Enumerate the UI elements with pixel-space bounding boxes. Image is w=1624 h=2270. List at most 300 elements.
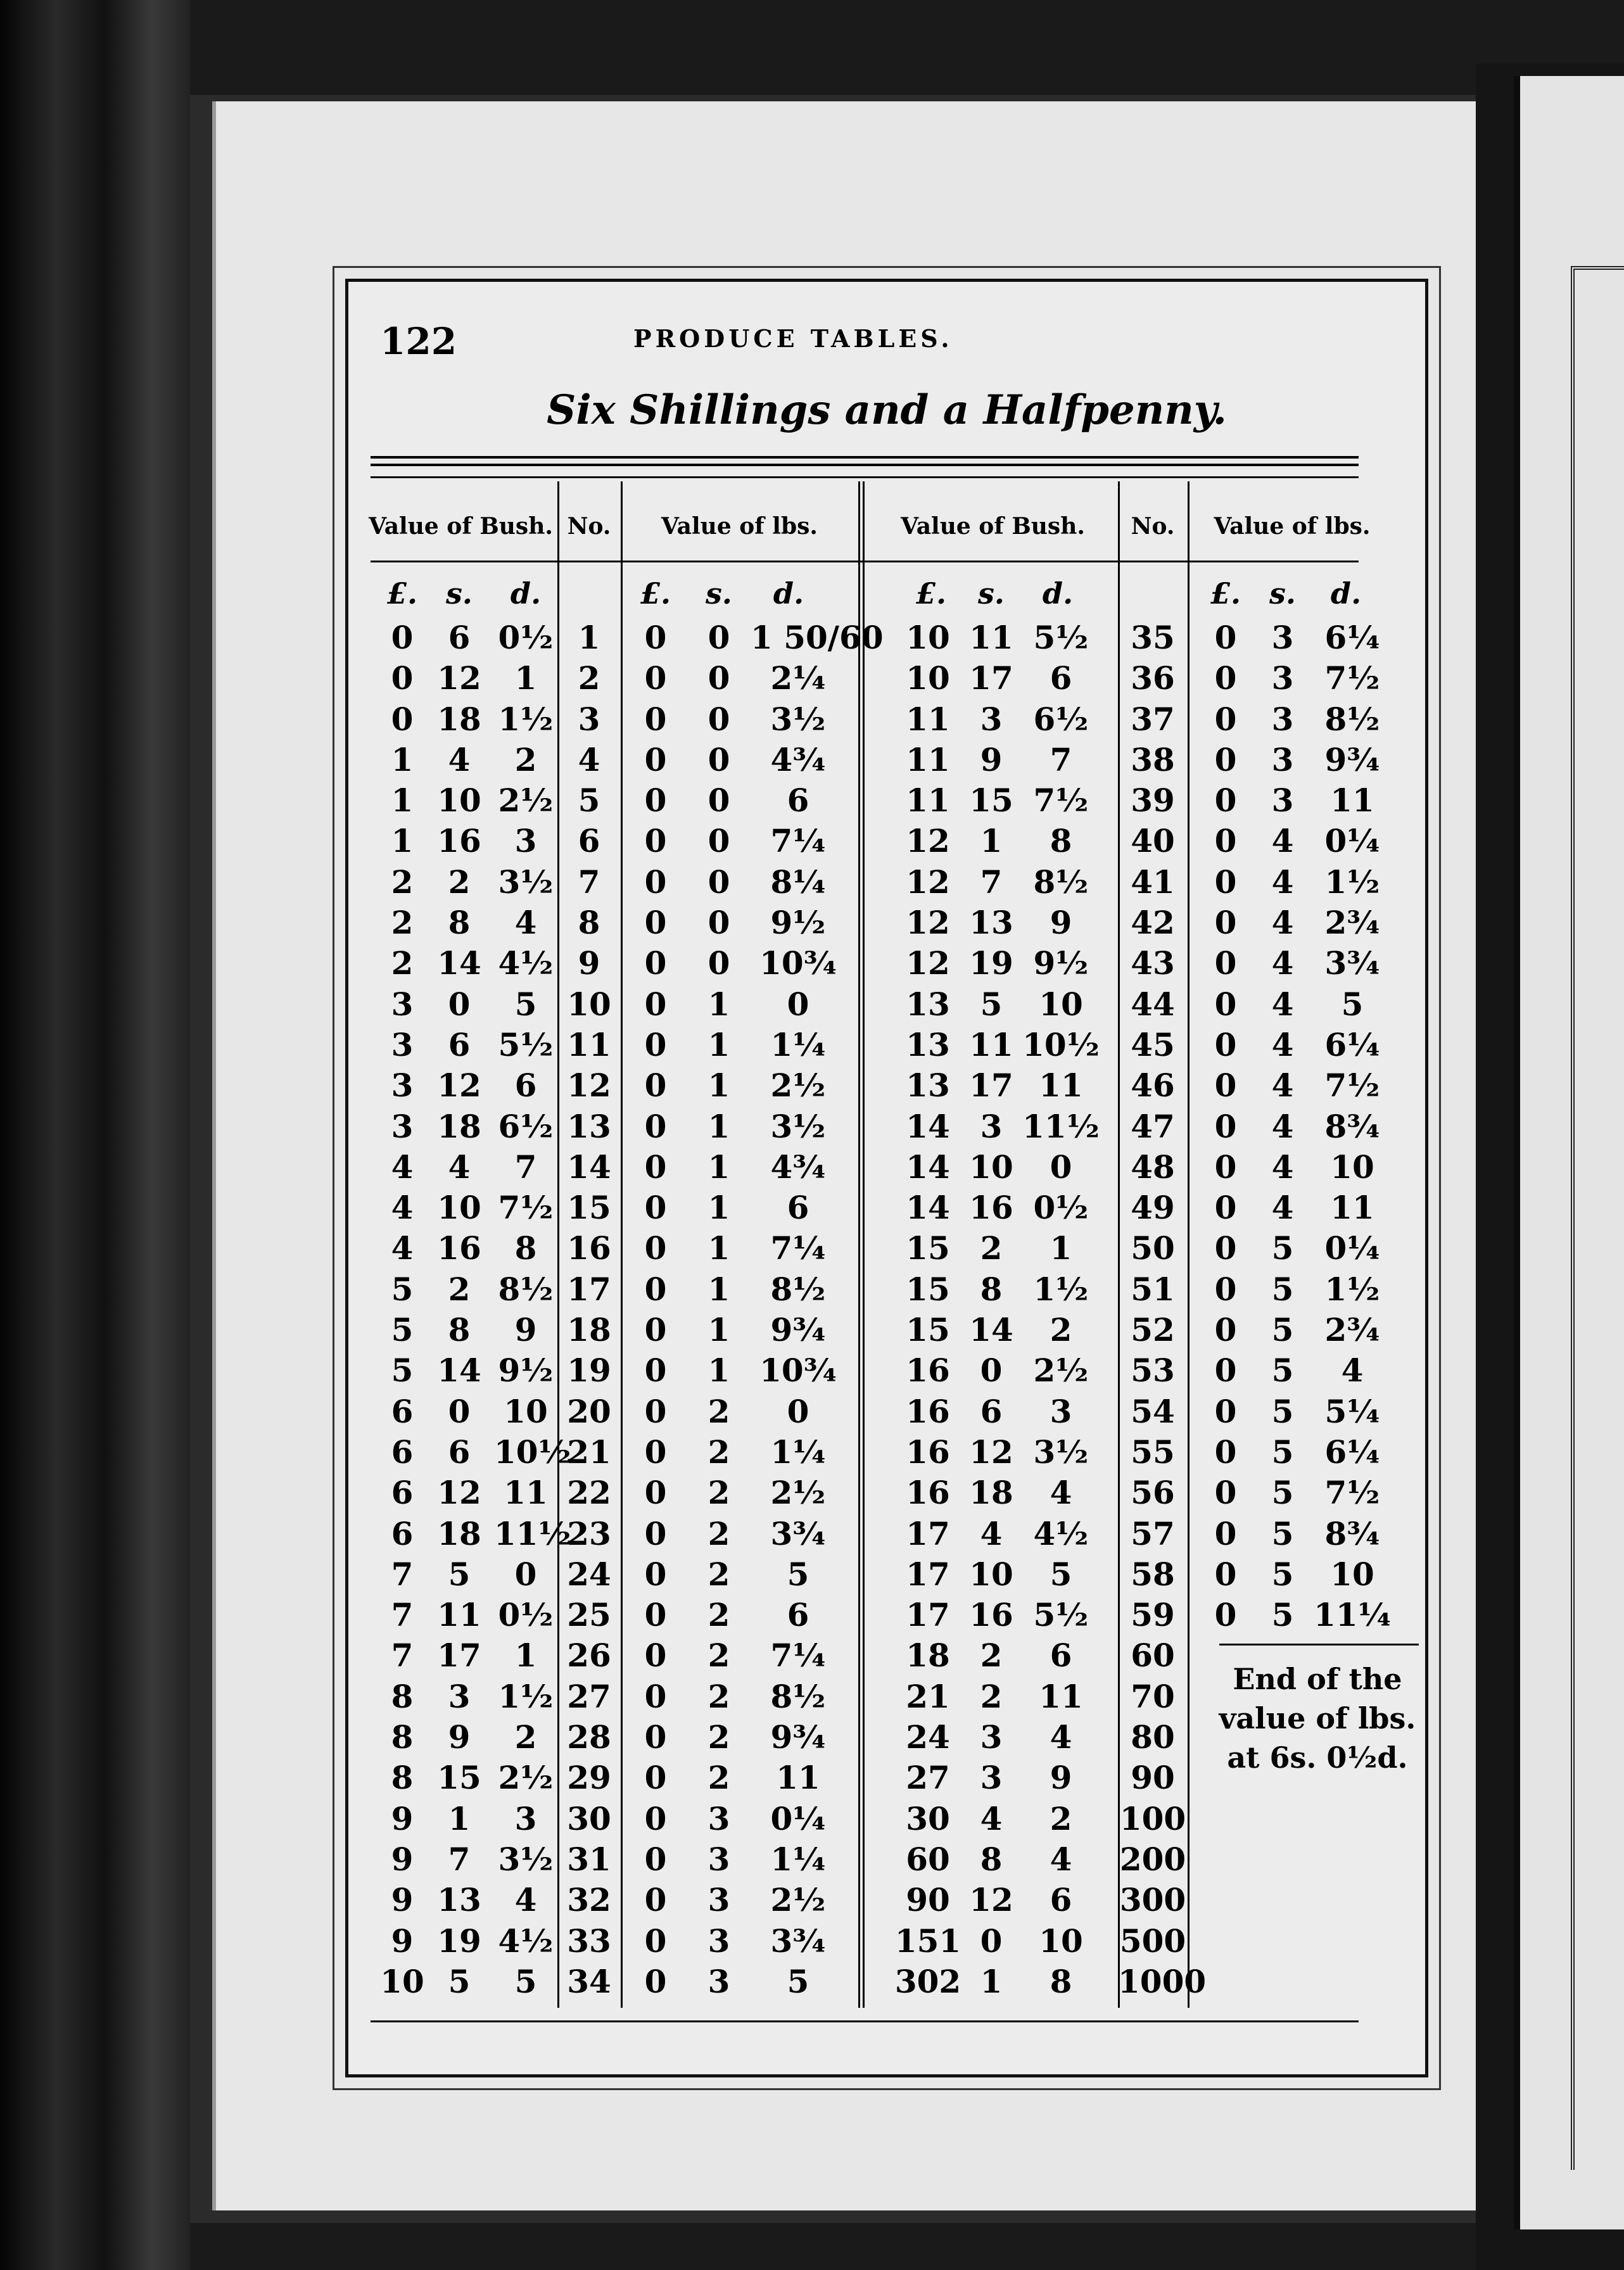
bush-shillings-cell: 3 — [980, 1759, 1003, 1797]
bush-pounds-cell: 9 — [391, 1881, 414, 1919]
lbs-pounds-cell: 0 — [644, 1025, 667, 1063]
table-row — [0, 780, 1457, 821]
bush-pence-cell: 6 — [1050, 659, 1072, 697]
shillings-symbol: s. — [446, 576, 473, 611]
bush-pence-cell: 9 — [514, 1311, 537, 1349]
bush-shillings-cell: 16 — [437, 822, 481, 860]
number-cell: 2 — [578, 659, 600, 697]
lbs-pounds-cell: 0 — [644, 1596, 667, 1634]
number-cell: 38 — [1131, 740, 1175, 778]
lbs-shillings-cell: 3 — [707, 1962, 730, 2000]
lbs-shillings-cell: 3 — [1271, 740, 1294, 778]
lbs-pounds-cell: 0 — [644, 822, 667, 860]
lbs-pounds-cell: 0 — [644, 700, 667, 738]
lbs-pounds-cell: 0 — [644, 1433, 667, 1471]
bush-pence-cell: 5 — [1050, 1555, 1072, 1593]
lbs-shillings-cell: 2 — [707, 1596, 730, 1634]
lbs-pounds-cell: 0 — [1214, 619, 1237, 656]
bush-pence-cell: 0 — [514, 1555, 537, 1593]
bush-shillings-cell: 1 — [980, 1962, 1003, 2000]
bush-pounds-cell: 17 — [906, 1555, 950, 1593]
end-note-line-2: value of lbs. — [1219, 1701, 1416, 1735]
table-row — [0, 1962, 1457, 2002]
bush-pence-cell: 8 — [1050, 1962, 1072, 2000]
bush-pence-cell: 1½ — [498, 1677, 554, 1715]
table-row — [0, 1350, 1457, 1391]
lbs-shillings-cell: 2 — [707, 1392, 730, 1430]
pence-symbol: d. — [510, 576, 542, 611]
bush-pounds-cell: 15 — [906, 1229, 950, 1267]
lbs-pounds-cell: 0 — [644, 1352, 667, 1390]
lbs-shillings-cell: 3 — [1271, 659, 1294, 697]
table-row — [0, 740, 1457, 780]
bush-shillings-cell: 4 — [448, 1148, 471, 1186]
bush-pence-cell: 2½ — [1033, 1352, 1089, 1390]
number-cell: 80 — [1131, 1718, 1175, 1756]
bush-pounds-cell: 18 — [906, 1637, 950, 1675]
bush-pence-cell: 2 — [1050, 1799, 1072, 1837]
lbs-pounds-cell: 0 — [644, 619, 667, 656]
lbs-shillings-cell: 2 — [707, 1474, 730, 1512]
end-note-line-3: at 6s. 0½d. — [1227, 1741, 1408, 1775]
bush-pounds-cell: 16 — [906, 1474, 950, 1512]
bush-pence-cell: 3½ — [498, 1840, 554, 1878]
bush-pence-cell: 9 — [1050, 1759, 1072, 1797]
number-cell: 35 — [1131, 619, 1175, 656]
lbs-shillings-cell: 1 — [707, 1148, 730, 1186]
lbs-shillings-cell: 0 — [707, 740, 730, 778]
lbs-pence-cell: 2¾ — [1324, 1311, 1380, 1349]
bush-shillings-cell: 12 — [969, 1433, 1013, 1471]
bush-pence-cell: 3½ — [498, 863, 554, 901]
number-cell: 29 — [567, 1759, 611, 1797]
bush-pence-cell: 5½ — [498, 1025, 554, 1063]
bush-shillings-cell: 3 — [448, 1677, 471, 1715]
bush-shillings-cell: 18 — [437, 1514, 481, 1552]
table-bottom-rule — [371, 2020, 1359, 2022]
lbs-pounds-cell: 0 — [644, 863, 667, 901]
table-row — [0, 1554, 1457, 1595]
title-rule-bottom — [371, 464, 1359, 466]
bush-pounds-cell: 7 — [391, 1555, 414, 1593]
lbs-shillings-cell: 2 — [707, 1677, 730, 1715]
lbs-pence-cell: 1½ — [1324, 863, 1380, 901]
bush-pounds-cell: 11 — [906, 782, 950, 820]
lbs-pence-cell: 6¼ — [1324, 619, 1380, 656]
lbs-pounds-cell: 0 — [644, 1270, 667, 1308]
lbs-pounds-cell: 0 — [1214, 1148, 1237, 1186]
lbs-pence-cell: 7¼ — [770, 822, 826, 860]
lbs-shillings-cell: 5 — [1271, 1311, 1294, 1349]
number-cell: 1000 — [1118, 1962, 1207, 2000]
bush-pence-cell: 2½ — [498, 782, 554, 820]
bush-shillings-cell: 14 — [969, 1311, 1013, 1349]
bush-shillings-cell: 15 — [437, 1759, 481, 1797]
lbs-pounds-cell: 0 — [1214, 985, 1237, 1023]
lbs-pounds-cell: 0 — [1214, 822, 1237, 860]
lbs-pounds-cell: 0 — [644, 659, 667, 697]
bush-pence-cell: 10 — [1039, 985, 1083, 1023]
lbs-shillings-cell: 5 — [1271, 1474, 1294, 1512]
lbs-pence-cell: 5 — [1341, 985, 1364, 1023]
number-cell: 45 — [1131, 1025, 1175, 1063]
bush-shillings-cell: 7 — [448, 1840, 471, 1878]
lbs-pence-cell: 8¼ — [770, 863, 826, 901]
lbs-shillings-cell: 5 — [1271, 1392, 1294, 1430]
bush-shillings-cell: 8 — [980, 1840, 1003, 1878]
bush-pounds-cell: 151 — [894, 1922, 961, 1960]
number-cell: 6 — [578, 822, 600, 860]
bush-pence-cell: 11 — [1039, 1677, 1083, 1715]
bush-pounds-cell: 7 — [391, 1596, 414, 1634]
bush-pence-cell: 10 — [504, 1392, 548, 1430]
lbs-pounds-cell: 0 — [644, 1840, 667, 1878]
bush-shillings-cell: 6 — [980, 1392, 1003, 1430]
lbs-shillings-cell: 4 — [1271, 863, 1294, 901]
number-cell: 53 — [1131, 1352, 1175, 1390]
bush-pence-cell: 1 — [514, 659, 537, 697]
bush-shillings-cell: 3 — [980, 1718, 1003, 1756]
table-row — [0, 699, 1457, 740]
lbs-pounds-cell: 0 — [1214, 782, 1237, 820]
lbs-pounds-cell: 0 — [1214, 1311, 1237, 1349]
lbs-pence-cell: 0¼ — [770, 1799, 826, 1837]
bush-pence-cell: 11 — [504, 1474, 548, 1512]
lbs-pounds-cell: 0 — [1214, 863, 1237, 901]
lbs-pence-cell: 7¼ — [770, 1229, 826, 1267]
lbs-shillings-cell: 4 — [1271, 944, 1294, 982]
number-cell: 3 — [578, 700, 600, 738]
lbs-shillings-cell: 0 — [707, 863, 730, 901]
bush-pounds-cell: 2 — [391, 904, 414, 942]
bush-shillings-cell: 2 — [980, 1229, 1003, 1267]
lbs-pounds-cell: 0 — [1214, 944, 1237, 982]
bush-pounds-cell: 12 — [906, 822, 950, 860]
number-cell: 47 — [1131, 1107, 1175, 1145]
number-cell: 44 — [1131, 985, 1175, 1023]
lbs-pounds-cell: 0 — [1214, 1067, 1237, 1105]
lbs-shillings-cell: 2 — [707, 1759, 730, 1797]
bush-pounds-cell: 12 — [906, 863, 950, 901]
number-cell: 36 — [1131, 659, 1175, 697]
bush-shillings-cell: 9 — [980, 740, 1003, 778]
lbs-shillings-cell: 1 — [707, 1107, 730, 1145]
lbs-pounds-cell: 0 — [1214, 740, 1237, 778]
bush-pounds-cell: 14 — [906, 1189, 950, 1227]
bush-pence-cell: 4 — [1050, 1840, 1072, 1878]
bush-pence-cell: 8 — [514, 1229, 537, 1267]
number-cell: 26 — [567, 1637, 611, 1675]
bush-shillings-cell: 17 — [969, 659, 1013, 697]
bush-pounds-cell: 3 — [391, 1107, 414, 1145]
lbs-shillings-cell: 5 — [1271, 1270, 1294, 1308]
lbs-pounds-cell: 0 — [1214, 1025, 1237, 1063]
bush-pounds-cell: 60 — [906, 1840, 950, 1878]
lbs-shillings-cell: 5 — [1271, 1229, 1294, 1267]
bush-pence-cell: 5½ — [1033, 619, 1089, 656]
lbs-shillings-cell: 3 — [1271, 700, 1294, 738]
bush-pounds-cell: 11 — [906, 700, 950, 738]
bush-pence-cell: 6 — [514, 1067, 537, 1105]
table-row — [0, 1392, 1457, 1432]
bush-pence-cell: 6½ — [498, 1107, 554, 1145]
lbs-shillings-cell: 4 — [1271, 1025, 1294, 1063]
end-note — [1216, 1659, 1419, 1777]
pence-symbol: d. — [1330, 576, 1362, 611]
number-cell: 18 — [567, 1311, 611, 1349]
lbs-shillings-cell: 3 — [1271, 619, 1294, 656]
bush-shillings-cell: 12 — [437, 1474, 481, 1512]
shillings-symbol: s. — [1269, 576, 1296, 611]
bush-shillings-cell: 15 — [969, 782, 1013, 820]
number-cell: 12 — [567, 1067, 611, 1105]
lbs-shillings-cell: 5 — [1271, 1596, 1294, 1634]
bush-pounds-cell: 6 — [391, 1433, 414, 1471]
number-cell: 27 — [567, 1677, 611, 1715]
lbs-pounds-cell: 0 — [644, 1677, 667, 1715]
number-cell: 15 — [567, 1189, 611, 1227]
bush-shillings-cell: 11 — [969, 1025, 1013, 1063]
bush-pence-cell: 10 — [1039, 1922, 1083, 1960]
lbs-pence-cell: 11¼ — [1314, 1596, 1391, 1634]
lbs-pence-cell: 10¾ — [759, 1352, 837, 1390]
header-rule — [371, 476, 1359, 478]
lbs-pence-cell: 8½ — [1324, 700, 1380, 738]
lbs-pounds-cell: 0 — [1214, 1392, 1237, 1430]
right-table — [0, 618, 1457, 2002]
number-cell: 34 — [567, 1962, 611, 2000]
number-cell: 50 — [1131, 1229, 1175, 1267]
bush-shillings-cell: 4 — [980, 1799, 1003, 1837]
bush-shillings-cell: 18 — [969, 1474, 1013, 1512]
lbs-pence-cell: 1½ — [1324, 1270, 1380, 1308]
lbs-pence-cell: 3¾ — [1324, 944, 1380, 982]
bush-shillings-cell: 11 — [969, 619, 1013, 656]
lbs-pounds-cell: 0 — [644, 1637, 667, 1675]
number-cell: 13 — [567, 1107, 611, 1145]
lbs-shillings-cell: 3 — [707, 1799, 730, 1837]
bush-pounds-cell: 12 — [906, 904, 950, 942]
bush-pounds-cell: 5 — [391, 1270, 414, 1308]
number-cell: 9 — [578, 944, 600, 982]
number-cell: 30 — [567, 1799, 611, 1837]
end-note-line-1: End of the — [1233, 1662, 1402, 1696]
number-cell: 17 — [567, 1270, 611, 1308]
lbs-pence-cell: 8¾ — [1324, 1514, 1380, 1552]
bush-pounds-cell: 30 — [906, 1799, 950, 1837]
bush-shillings-cell: 13 — [969, 904, 1013, 942]
number-cell: 49 — [1131, 1189, 1175, 1227]
bush-pence-cell: 1½ — [498, 700, 554, 738]
lbs-pounds-cell: 0 — [644, 1107, 667, 1145]
table-row — [0, 1228, 1457, 1269]
lbs-pence-cell: 3¾ — [770, 1514, 826, 1552]
bush-pence-cell: 3½ — [1033, 1433, 1089, 1471]
lbs-shillings-cell: 4 — [1271, 1107, 1294, 1145]
number-cell: 22 — [567, 1474, 611, 1512]
table-row — [0, 1269, 1457, 1310]
number-cell: 54 — [1131, 1392, 1175, 1430]
number-cell: 8 — [578, 904, 600, 942]
bush-pounds-cell: 27 — [906, 1759, 950, 1797]
lbs-shillings-cell: 0 — [707, 782, 730, 820]
number-cell: 52 — [1131, 1311, 1175, 1349]
table-row — [0, 1514, 1457, 1554]
bush-pounds-cell: 17 — [906, 1596, 950, 1634]
bush-pence-cell: 9½ — [1033, 944, 1089, 982]
bush-shillings-cell: 10 — [437, 1189, 481, 1227]
bush-pounds-cell: 16 — [906, 1392, 950, 1430]
bush-shillings-cell: 0 — [448, 985, 471, 1023]
number-cell: 16 — [567, 1229, 611, 1267]
bush-pence-cell: 9 — [1050, 904, 1072, 942]
bush-pounds-cell: 6 — [391, 1392, 414, 1430]
lbs-pence-cell: 7½ — [1324, 1067, 1380, 1105]
bush-pence-cell: 4½ — [498, 944, 554, 982]
lbs-shillings-cell: 5 — [1271, 1433, 1294, 1471]
bush-shillings-cell: 19 — [969, 944, 1013, 982]
bush-pence-cell: 6 — [1050, 1637, 1072, 1675]
table-row — [0, 903, 1457, 943]
bush-pounds-cell: 1 — [391, 822, 414, 860]
lbs-pence-cell: 0¼ — [1324, 1229, 1380, 1267]
number-cell: 20 — [567, 1392, 611, 1430]
bush-pounds-cell: 6 — [391, 1474, 414, 1512]
table-row — [0, 1595, 1457, 1635]
bush-pounds-cell: 11 — [906, 740, 950, 778]
lbs-shillings-cell: 1 — [707, 1067, 730, 1105]
lbs-pence-cell: 9¾ — [770, 1311, 826, 1349]
pounds-symbol: £. — [1210, 576, 1241, 611]
lbs-shillings-cell: 0 — [707, 944, 730, 982]
number-cell: 14 — [567, 1148, 611, 1186]
lbs-pence-cell: 0 — [787, 985, 809, 1023]
header-value-of-lbs-left: Value of lbs. — [661, 513, 818, 540]
bush-shillings-cell: 1 — [980, 822, 1003, 860]
bush-pounds-cell: 15 — [906, 1270, 950, 1308]
number-cell: 55 — [1131, 1433, 1175, 1471]
lbs-shillings-cell: 0 — [707, 700, 730, 738]
bush-pence-cell: 2 — [514, 1718, 537, 1756]
lbs-pence-cell: 6¼ — [1324, 1025, 1380, 1063]
bush-pounds-cell: 16 — [906, 1433, 950, 1471]
bush-pence-cell: 1½ — [1033, 1270, 1089, 1308]
bush-shillings-cell: 5 — [448, 1962, 471, 2000]
table-row — [0, 862, 1457, 903]
bush-pounds-cell: 8 — [391, 1677, 414, 1715]
table-row — [0, 1106, 1457, 1147]
header-value-of-bush-left: Value of Bush. — [369, 513, 553, 540]
table-row — [0, 1880, 1457, 1920]
number-cell: 58 — [1131, 1555, 1175, 1593]
bush-pounds-cell: 3 — [391, 1025, 414, 1063]
bush-shillings-cell: 2 — [448, 863, 471, 901]
number-cell: 200 — [1119, 1840, 1186, 1878]
lbs-pence-cell: 10 — [1330, 1148, 1374, 1186]
bush-pounds-cell: 4 — [391, 1229, 414, 1267]
table-row — [0, 658, 1457, 699]
lbs-pence-cell: 8¾ — [1324, 1107, 1380, 1145]
lbs-shillings-cell: 1 — [707, 1229, 730, 1267]
bush-pounds-cell: 13 — [906, 1025, 950, 1063]
lbs-shillings-cell: 2 — [707, 1555, 730, 1593]
bush-pence-cell: 2 — [514, 740, 537, 778]
lbs-shillings-cell: 3 — [707, 1922, 730, 1960]
bush-shillings-cell: 5 — [448, 1555, 471, 1593]
bush-shillings-cell: 19 — [437, 1922, 481, 1960]
bush-pounds-cell: 10 — [380, 1962, 424, 2000]
bush-shillings-cell: 17 — [437, 1637, 481, 1675]
number-cell: 300 — [1119, 1881, 1186, 1919]
header-value-of-bush-right: Value of Bush. — [901, 513, 1085, 540]
bush-pence-cell: 5 — [514, 1962, 537, 2000]
lbs-pence-cell: 0¼ — [1324, 822, 1380, 860]
bush-pounds-cell: 14 — [906, 1148, 950, 1186]
bush-shillings-cell: 0 — [980, 1922, 1003, 1960]
lbs-pounds-cell: 0 — [1214, 1474, 1237, 1512]
table-row — [0, 943, 1457, 984]
bush-pence-cell: 4½ — [1033, 1514, 1089, 1552]
lbs-pence-cell: 2¼ — [770, 659, 826, 697]
pence-symbol: d. — [773, 576, 804, 611]
lbs-shillings-cell: 5 — [1271, 1555, 1294, 1593]
bush-shillings-cell: 18 — [437, 700, 481, 738]
bush-pence-cell: 4 — [1050, 1474, 1072, 1512]
lbs-pence-cell: 10¾ — [759, 944, 837, 982]
number-cell: 24 — [567, 1555, 611, 1593]
bush-shillings-cell: 17 — [969, 1067, 1013, 1105]
lbs-shillings-cell: 2 — [707, 1637, 730, 1675]
bush-pence-cell: 10½ — [1022, 1025, 1100, 1063]
bush-pounds-cell: 24 — [906, 1718, 950, 1756]
lbs-shillings-cell: 2 — [707, 1718, 730, 1756]
lbs-pence-cell: 8½ — [770, 1677, 826, 1715]
lbs-pence-cell: 0 — [787, 1392, 809, 1430]
lbs-pounds-cell: 0 — [644, 904, 667, 942]
bush-pounds-cell: 13 — [906, 985, 950, 1023]
lbs-pence-cell: 7½ — [1324, 659, 1380, 697]
number-cell: 42 — [1131, 904, 1175, 942]
bush-shillings-cell: 12 — [969, 1881, 1013, 1919]
lbs-pence-cell: 1¼ — [770, 1433, 826, 1471]
lbs-shillings-cell: 4 — [1271, 904, 1294, 942]
number-cell: 60 — [1131, 1637, 1175, 1675]
bush-pence-cell: 5½ — [1033, 1596, 1089, 1634]
bush-shillings-cell: 4 — [980, 1514, 1003, 1552]
bush-pence-cell: 0½ — [1033, 1189, 1089, 1227]
number-cell: 4 — [578, 740, 600, 778]
lbs-shillings-cell: 0 — [707, 904, 730, 942]
lbs-shillings-cell: 0 — [707, 822, 730, 860]
bush-pence-cell: 3 — [514, 822, 537, 860]
bush-shillings-cell: 3 — [980, 1107, 1003, 1145]
lbs-pounds-cell: 0 — [644, 1759, 667, 1797]
number-cell: 25 — [567, 1596, 611, 1634]
bush-pounds-cell: 9 — [391, 1922, 414, 1960]
number-cell: 19 — [567, 1352, 611, 1390]
bush-pence-cell: 5 — [514, 985, 537, 1023]
bush-pence-cell: 0½ — [498, 619, 554, 656]
lbs-pounds-cell: 0 — [644, 1962, 667, 2000]
title-rule-top — [371, 456, 1359, 459]
number-cell: 23 — [567, 1514, 611, 1552]
bush-shillings-cell: 11 — [437, 1596, 481, 1634]
facing-page-frame — [1571, 266, 1624, 2170]
bush-pounds-cell: 2 — [391, 863, 414, 901]
bush-pence-cell: 8½ — [1033, 863, 1089, 901]
bush-pence-cell: 7 — [1050, 740, 1072, 778]
header-value-of-lbs-right: Value of lbs. — [1214, 513, 1371, 540]
